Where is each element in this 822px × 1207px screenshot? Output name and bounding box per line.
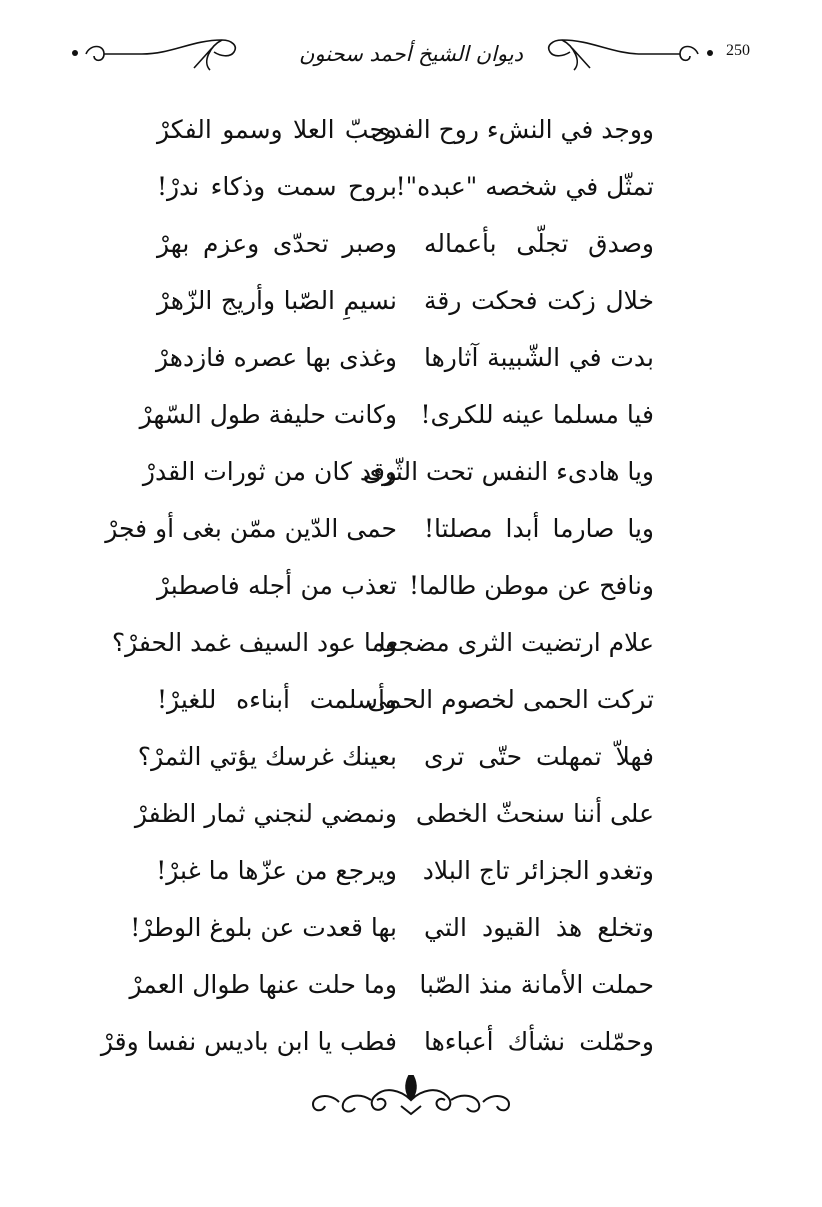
header-right-bullet: [707, 50, 713, 56]
page-number: 250: [726, 42, 750, 59]
verse: [0, 843, 822, 899]
verse-second-hemistich: تعذب من أجله فاصطبرْ: [157, 571, 397, 600]
verse-second-hemistich: وأسلمت أبناءه للغيرْ!: [157, 685, 397, 714]
verse-second-hemistich: نسيمِ الصّبا وأريج الزّهرْ: [157, 286, 397, 315]
verse-first-hemistich: تركت الحمى لخصوم الحمى: [367, 685, 654, 714]
verse-second-hemistich: بعينك غرسك يؤتي الثمرْ؟: [137, 742, 397, 771]
end-flourish-icon: [305, 1070, 517, 1120]
verse-first-hemistich: وحمّلت نشأك أعباءها: [424, 1027, 654, 1056]
header-right-flourish-icon: [542, 32, 702, 76]
verse-second-hemistich: وصبر تحدّى وعزم بهرْ: [157, 229, 397, 258]
verse: [0, 957, 822, 1013]
verse-first-hemistich: حملت الأمانة منذ الصّبا: [419, 970, 654, 999]
verse: [0, 729, 822, 785]
verse-second-hemistich: وقد كان من ثورات القدرْ: [142, 457, 397, 486]
verse: [0, 387, 822, 443]
running-header: [0, 22, 822, 82]
verse-first-hemistich: وصدق تجلّى بأعماله: [424, 229, 654, 258]
verse-second-hemistich: وحبّ العلا وسمو الفكرْ: [157, 115, 397, 144]
verse-second-hemistich: ونمضي لنجني ثمار الظفرْ: [134, 799, 397, 828]
verse-second-hemistich: وما عود السيف غمد الحفرْ؟: [111, 628, 397, 657]
verse: [0, 786, 822, 842]
verse-second-hemistich: وغذى بها عصره فازدهرْ: [155, 343, 397, 372]
verse-second-hemistich: وما حلت عنها طوال العمرْ: [129, 970, 397, 999]
verse: [0, 501, 822, 557]
verse: [0, 330, 822, 386]
verse-first-hemistich: فهلاّ تمهلت حتّى ترى: [424, 742, 654, 771]
verse-first-hemistich: خلال زكت فحكت رقة: [424, 286, 654, 315]
verse-first-hemistich: وتخلع هذ القيود التي: [424, 913, 654, 942]
verse-first-hemistich: ونافح عن موطن طالما!: [408, 571, 654, 600]
verse-first-hemistich: ويا صارما أبدا مصلتا!: [424, 514, 654, 543]
verse-first-hemistich: ووجد في النشء روح الفدى: [370, 115, 654, 144]
verse-first-hemistich: علام ارتضيت الثرى مضجعا: [378, 628, 654, 657]
verse-second-hemistich: بروح سمت وذكاء ندرْ!: [157, 172, 397, 201]
verse: [0, 102, 822, 158]
verse: [0, 558, 822, 614]
verse-second-hemistich: بها قعدت عن بلوغ الوطرْ!: [130, 913, 397, 942]
verse: [0, 444, 822, 500]
verse-first-hemistich: تمثّل في شخصه "عبده"!: [395, 172, 654, 201]
verse: [0, 672, 822, 728]
verse-second-hemistich: فطب يا ابن باديس نفسا وقرْ: [100, 1027, 397, 1056]
verse: [0, 216, 822, 272]
verse-first-hemistich: وتغدو الجزائر تاج البلاد: [422, 856, 654, 885]
verse-first-hemistich: بدت في الشّبيبة آثارها: [424, 343, 654, 372]
verse: [0, 273, 822, 329]
verse: [0, 615, 822, 671]
verse-second-hemistich: وكانت حليفة طول السّهرْ: [139, 400, 397, 429]
verse: [0, 1014, 822, 1070]
verse-first-hemistich: فيا مسلما عينه للكرى!: [420, 400, 654, 429]
verse-first-hemistich: على أننا سنحثّ الخطى: [415, 799, 654, 828]
verse-second-hemistich: ويرجع من عزّها ما غبرْ!: [156, 856, 397, 885]
verse: [0, 900, 822, 956]
verse-second-hemistich: حمى الدّين ممّن بغى أو فجرْ: [105, 514, 397, 543]
verse-first-hemistich: ويا هادىء النفس تحت الثّرى: [362, 457, 654, 486]
verse: [0, 159, 822, 215]
book-title: ديوان الشيخ أحمد سحنون: [299, 42, 523, 66]
